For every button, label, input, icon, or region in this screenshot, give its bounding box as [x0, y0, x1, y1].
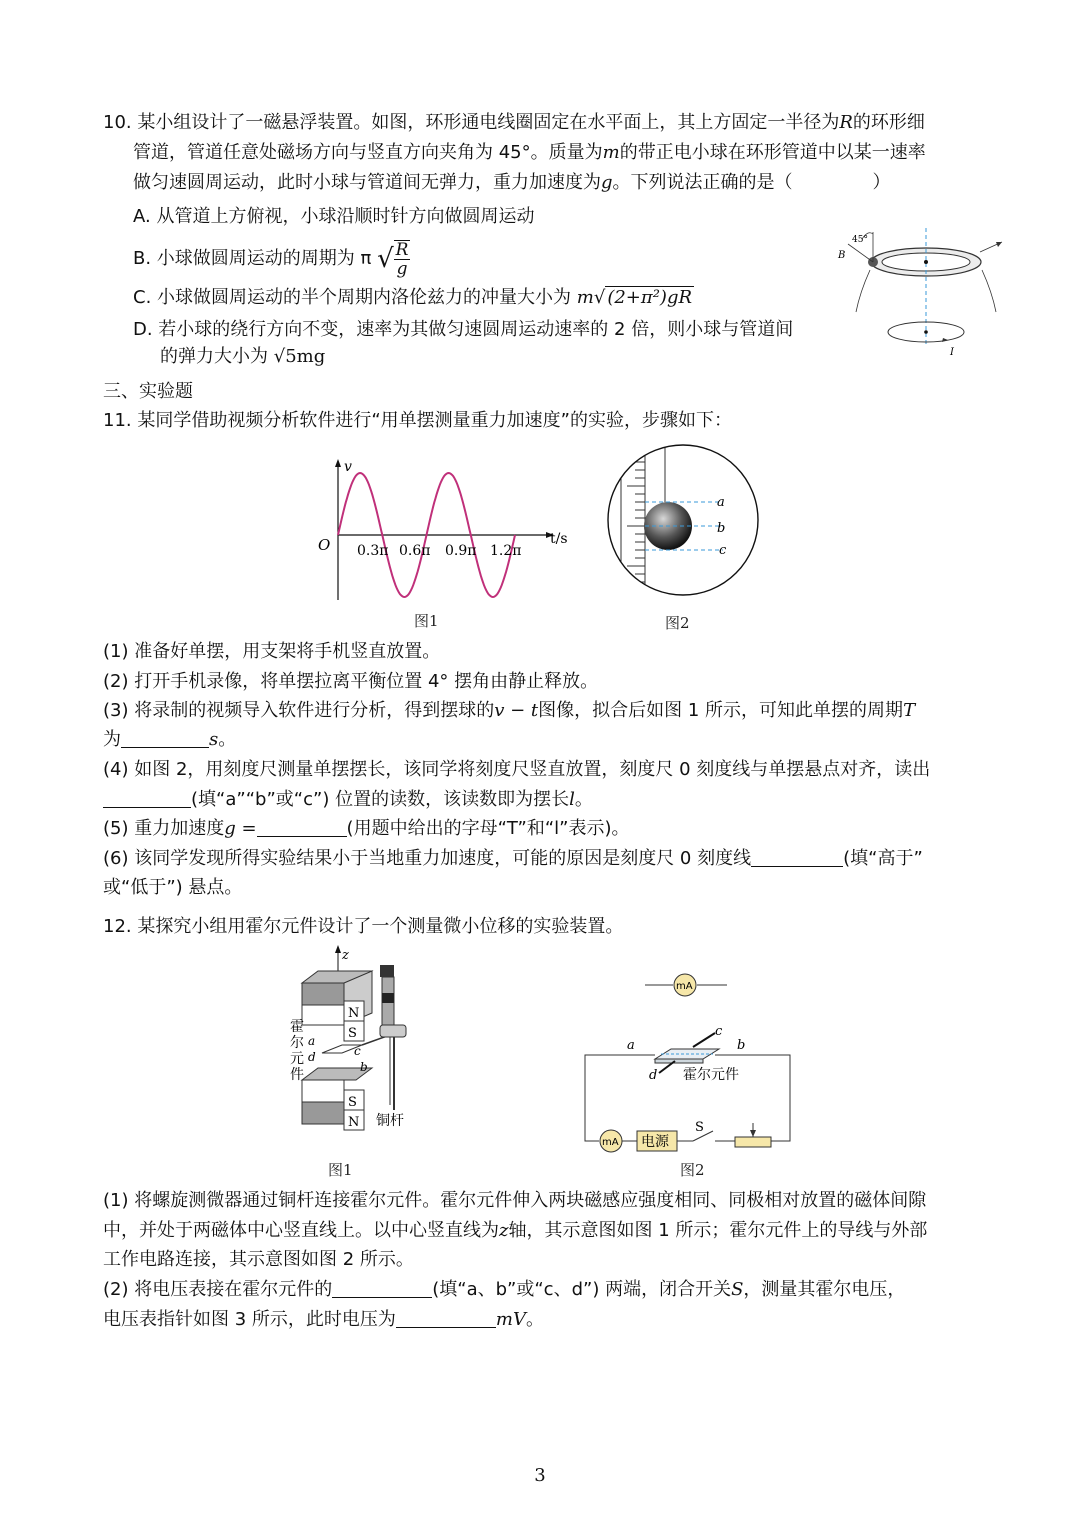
q11-step-3: (3) 将录制的视频导入软件进行分析，得到摆球的v − t图像，拟合后如图 1 所示，可知此单摆的周期T — [103, 700, 916, 721]
q10-option-b: B. 小球做圆周运动的周期为 π √ $\frac{R}{g}$ — [133, 240, 409, 279]
magnet-top-s: S — [348, 1026, 357, 1041]
q12-fig2-caption: 图2 — [680, 1161, 705, 1179]
switch-label: S — [695, 1120, 704, 1135]
q11-step-5: (5) 重力加速度g = (用题中给出的字母“T”和“l”表示)。 — [103, 818, 630, 839]
z-axis-label: z — [342, 948, 349, 963]
current-label: I — [950, 347, 954, 358]
q12-intro: 12. 某探究小组用霍尔元件设计了一个测量微小位移的实验装置。 — [103, 916, 624, 937]
hall-label-2: 尔 — [290, 1035, 304, 1051]
q10-ring-figure — [830, 222, 1010, 362]
hall-label-3: 元 — [290, 1051, 304, 1067]
q10-line-2: 管道，管道任意处磁场方向与竖直方向夹角为 45°。质量为m的带正电小球在环形管道中以某一速率 — [133, 142, 926, 163]
mark-a: a — [717, 495, 725, 510]
q11-step-6: (6) 该同学发现所得实验结果小于当地重力加速度，可能的原因是刻度尺 0 刻度线 (填“高于” — [103, 848, 923, 869]
voltage-answer-blank[interactable] — [396, 1309, 496, 1328]
position-compare-blank[interactable] — [751, 848, 843, 867]
copper-rod-label: 铜杆 — [376, 1113, 404, 1129]
q11-vt-graph — [310, 455, 580, 605]
q11-step-4-cont: (填“a”“b”或“c”) 位置的读数，该读数即为摆长l。 — [103, 786, 593, 814]
q11-fig2-caption: 图2 — [665, 614, 690, 632]
q12-part-1-line-2: 中，并处于两磁体中心竖直线上。以中心竖直线为z轴，其示意图如图 1 所示；霍尔元件上的导线与外部 — [103, 1220, 928, 1241]
q11-step-3-cont: 为 s。 — [103, 729, 237, 750]
q11-step-6-cont: 或“低于”) 悬点。 — [103, 877, 243, 898]
mark-b: b — [717, 521, 726, 536]
q11-step-1: (1) 准备好单摆，用支架将手机竖直放置。 — [103, 641, 441, 662]
terminal-a: a — [308, 1034, 316, 1048]
tick-1-2pi: 1.2π — [490, 543, 522, 559]
q12-part-1-line-1: (1) 将螺旋测微器通过铜杆连接霍尔元件。霍尔元件伸入两块磁感应强度相同、同极相对放置的磁体间隙 — [103, 1190, 927, 1211]
q10-option-d-line-1: D. 若小球的绕行方向不变，速率为其做匀速圆周运动速率的 2 倍，则小球与管道间 — [133, 319, 794, 340]
position-answer-blank[interactable] — [103, 789, 191, 808]
q12-circuit-figure — [575, 965, 805, 1160]
q10-option-d-line-2: 的弹力大小为 √5mg — [160, 346, 326, 367]
q11-fig1-caption: 图1 — [414, 612, 439, 630]
q12-magnet-figure — [282, 945, 432, 1155]
q10-option-a: A. 从管道上方俯视，小球沿顺时针方向做圆周运动 — [133, 206, 535, 227]
terminal-d: d — [308, 1050, 316, 1064]
t-axis-label: t/s — [550, 531, 568, 547]
terminal-b: b — [360, 1060, 368, 1074]
gravity-answer-blank[interactable] — [257, 818, 347, 837]
magnet-bottom-n: N — [348, 1115, 360, 1130]
q12-part-1-line-3: 工作电路连接，其示意图如图 2 所示。 — [103, 1249, 414, 1270]
circuit-b: b — [737, 1038, 746, 1053]
magnet-top-n: N — [348, 1006, 360, 1021]
q12-part-2-line-1: (2) 将电压表接在霍尔元件的 (填“a、b”或“c、d”) 两端，闭合开关S，测量其霍尔电压， — [103, 1279, 906, 1300]
hall-element-label: 霍尔元件 — [683, 1067, 739, 1083]
tick-0-9pi: 0.9π — [445, 543, 477, 559]
power-label: 电源 — [641, 1134, 669, 1150]
circuit-d: d — [649, 1068, 658, 1083]
tick-0-6pi: 0.6π — [399, 543, 431, 559]
q10-option-c: C. 小球做圆周运动的半个周期内洛伦兹力的冲量大小为 m√ (2+π²)gR — [133, 287, 693, 308]
terminal-c: c — [354, 1044, 361, 1058]
origin-label: O — [318, 536, 331, 554]
q12-fig1-caption: 图1 — [328, 1161, 353, 1179]
mark-c: c — [719, 543, 727, 558]
magnet-bottom-s: S — [348, 1095, 357, 1110]
terminals-answer-blank[interactable] — [332, 1279, 432, 1298]
top-meter-label: mA — [676, 981, 693, 992]
hall-label-1: 霍 — [290, 1019, 304, 1035]
page-number: 3 — [534, 1465, 546, 1486]
q11-step-2: (2) 打开手机录像，将单摆拉离平衡位置 4° 摆角由静止释放。 — [103, 671, 599, 692]
q11-intro: 11. 某同学借助视频分析软件进行“用单摆测量重力加速度”的实验，步骤如下： — [103, 410, 732, 431]
angle-label: 45° — [852, 235, 868, 245]
q12-part-2-line-2: 电压表指针如图 3 所示，此时电压为 mV。 — [103, 1309, 544, 1330]
b-field-label: B — [838, 250, 846, 261]
q10-line-1: 10. 某小组设计了一磁悬浮装置。如图，环形通电线圈固定在水平面上，其上方固定一半径为R的环形细 — [103, 112, 925, 133]
circuit-c: c — [715, 1024, 723, 1039]
bottom-meter-label: mA — [602, 1137, 619, 1148]
q10-line-3: 做匀速圆周运动，此时小球与管道间无弹力，重力加速度为g。下列说法正确的是（ ） — [133, 172, 891, 193]
hall-label-4: 件 — [290, 1067, 304, 1083]
q11-ruler-figure — [605, 442, 765, 602]
circuit-a: a — [627, 1038, 635, 1053]
section-heading: 三、实验题 — [103, 381, 193, 402]
q11-step-4: (4) 如图 2，用刻度尺测量单摆摆长，该同学将刻度尺竖直放置，刻度尺 0 刻度线与单摆悬点对齐，读出 — [103, 759, 931, 780]
v-axis-label: v — [344, 459, 352, 475]
period-answer-blank[interactable] — [121, 729, 209, 748]
tick-0-3pi: 0.3π — [357, 543, 389, 559]
